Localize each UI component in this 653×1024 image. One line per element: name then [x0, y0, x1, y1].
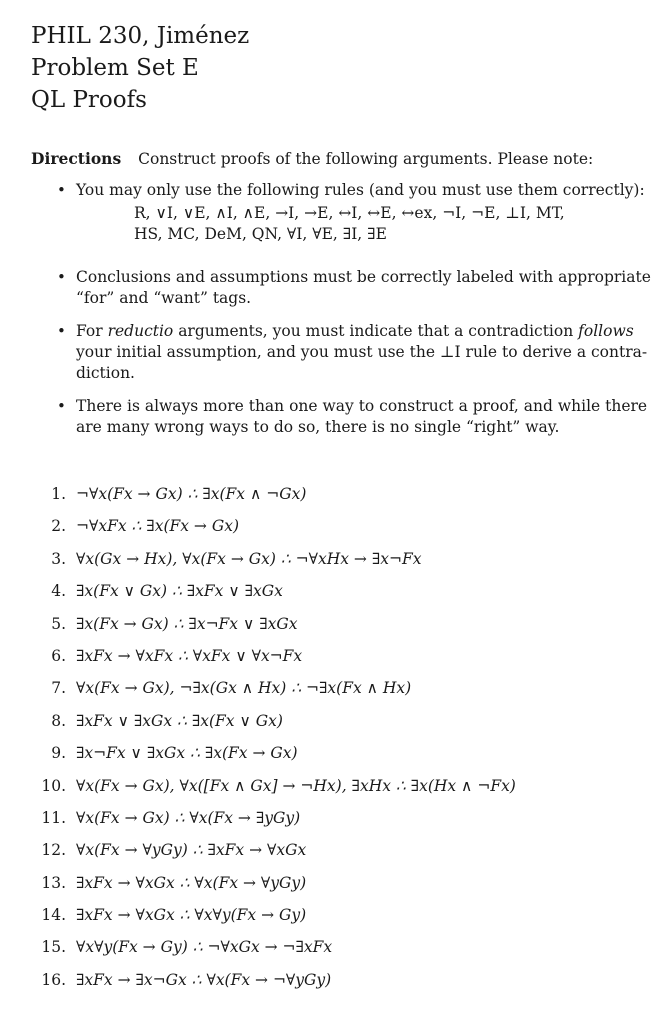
topic-title: QL Proofs	[31, 87, 147, 113]
problem-number: 11.	[41, 808, 66, 827]
bullet-text-line: Conclusions and assumptions must be correctly labeled with appropriate	[76, 268, 651, 286]
bullet-text-line: “for” and “want” tags.	[76, 289, 252, 307]
problem-number: 14.	[41, 906, 66, 925]
directions-bullet-reductio	[57, 321, 651, 384]
problem-item	[40, 806, 650, 838]
bullet-text-line: are many wrong ways to do so, there is no single “right” way.	[76, 418, 560, 436]
problem-item	[40, 871, 650, 903]
problem-number: 8.	[51, 711, 66, 730]
problem-number: 7.	[51, 679, 66, 698]
problem-item	[40, 968, 650, 1000]
problem-item	[40, 676, 650, 708]
bullet-text-line: diction.	[76, 364, 135, 382]
problem-item	[40, 709, 650, 741]
problem-argument: ∃x(Fx → Gx) ∴ ∃x¬Fx ∨ ∃xGx	[76, 614, 298, 633]
rules-line: R, ∨I, ∨E, ∧I, ∧E, →I, →E, ↔I, ↔E, ↔ex, ¬I, ¬E, ⊥I, MT,	[134, 204, 565, 222]
problem-item	[40, 935, 650, 967]
problem-item	[40, 838, 650, 870]
problem-argument: ∃xFx ∨ ∃xGx ∴ ∃x(Fx ∨ Gx)	[76, 711, 283, 730]
rules-line: HS, MC, DeM, QN, ∀I, ∀E, ∃I, ∃E	[134, 225, 387, 243]
bullet-marker: •	[57, 181, 66, 199]
allowed-rules-list	[134, 203, 651, 245]
document-header	[31, 20, 249, 116]
problem-item	[40, 903, 650, 935]
problem-item	[40, 644, 650, 676]
bullet-marker: •	[57, 268, 66, 286]
problem-number: 4.	[51, 582, 66, 601]
bullet-marker: •	[57, 322, 66, 340]
bullet-marker: •	[57, 397, 66, 415]
problem-number: 5.	[51, 614, 66, 633]
problem-number: 3.	[51, 549, 66, 568]
problem-item	[40, 741, 650, 773]
problem-argument: ∀x(Fx → Gx), ∀x([Fx ∧ Gx] → ¬Hx), ∃xHx ∴ ∃x(Hx ∧ ¬Fx)	[76, 776, 516, 795]
bullet-text-line: For reductio arguments, you must indicate that a contradiction follows	[76, 322, 634, 340]
problem-item	[40, 482, 650, 514]
problem-set-title: Problem Set E	[31, 55, 199, 81]
directions-bullet-ways	[57, 396, 651, 438]
directions-intro	[31, 148, 651, 170]
problem-item	[40, 547, 650, 579]
problem-item	[40, 774, 650, 806]
problem-item	[40, 514, 650, 546]
problem-argument: ∀x(Fx → Gx) ∴ ∀x(Fx → ∃yGy)	[76, 808, 301, 827]
directions-text: Construct proofs of the following arguments. Please note:	[138, 150, 594, 168]
problem-number: 15.	[41, 938, 66, 957]
problem-item	[40, 612, 650, 644]
problem-number: 10.	[41, 776, 66, 795]
problem-argument: ∀x(Fx → ∀yGy) ∴ ∃xFx → ∀xGx	[76, 841, 307, 860]
problem-argument: ¬∀xFx ∴ ∃x(Fx → Gx)	[76, 517, 239, 536]
problem-number: 2.	[51, 517, 66, 536]
problem-argument: ∃x¬Fx ∨ ∃xGx ∴ ∃x(Fx → Gx)	[76, 744, 298, 763]
problem-argument: ∀x(Fx → Gx), ¬∃x(Gx ∧ Hx) ∴ ¬∃x(Fx ∧ Hx)	[76, 679, 412, 698]
directions-bullet-rules	[57, 180, 651, 245]
problem-number: 13.	[41, 873, 66, 892]
problem-argument: ¬∀x(Fx → Gx) ∴ ∃x(Fx ∧ ¬Gx)	[76, 485, 307, 503]
problem-argument: ∃xFx → ∀xGx ∴ ∀x∀y(Fx → Gy)	[76, 906, 307, 925]
problem-item	[40, 579, 650, 611]
problem-list	[40, 482, 650, 1000]
problem-argument: ∀x∀y(Fx → Gy) ∴ ¬∀xGx → ¬∃xFx	[76, 938, 333, 957]
problem-number: 12.	[41, 841, 66, 860]
directions-label: Directions	[31, 149, 122, 168]
problem-argument: ∃xFx → ∃x¬Gx ∴ ∀x(Fx → ¬∀yGy)	[76, 970, 332, 989]
problem-number: 6.	[51, 646, 66, 665]
bullet-text-line: There is always more than one way to construct a proof, and while there	[76, 397, 648, 415]
problem-argument: ∀x(Gx → Hx), ∀x(Fx → Gx) ∴ ¬∀xHx → ∃x¬Fx	[76, 549, 422, 568]
problem-argument: ∃xFx → ∀xGx ∴ ∀x(Fx → ∀yGy)	[76, 873, 307, 892]
problem-number: 1.	[51, 485, 66, 503]
bullet-text-line: your initial assumption, and you must use the ⊥I rule to derive a contra-	[76, 343, 648, 361]
directions-bullet-labels	[57, 267, 651, 309]
course-title: PHIL 230, Jiménez	[31, 23, 250, 49]
problem-number: 16.	[41, 970, 66, 989]
problem-number: 9.	[51, 744, 66, 763]
problem-argument: ∃xFx → ∀xFx ∴ ∀xFx ∨ ∀x¬Fx	[76, 646, 303, 665]
bullet-text-line: You may only use the following rules (and you must use them correctly):	[76, 181, 645, 199]
problem-argument: ∃x(Fx ∨ Gx) ∴ ∃xFx ∨ ∃xGx	[76, 582, 283, 601]
